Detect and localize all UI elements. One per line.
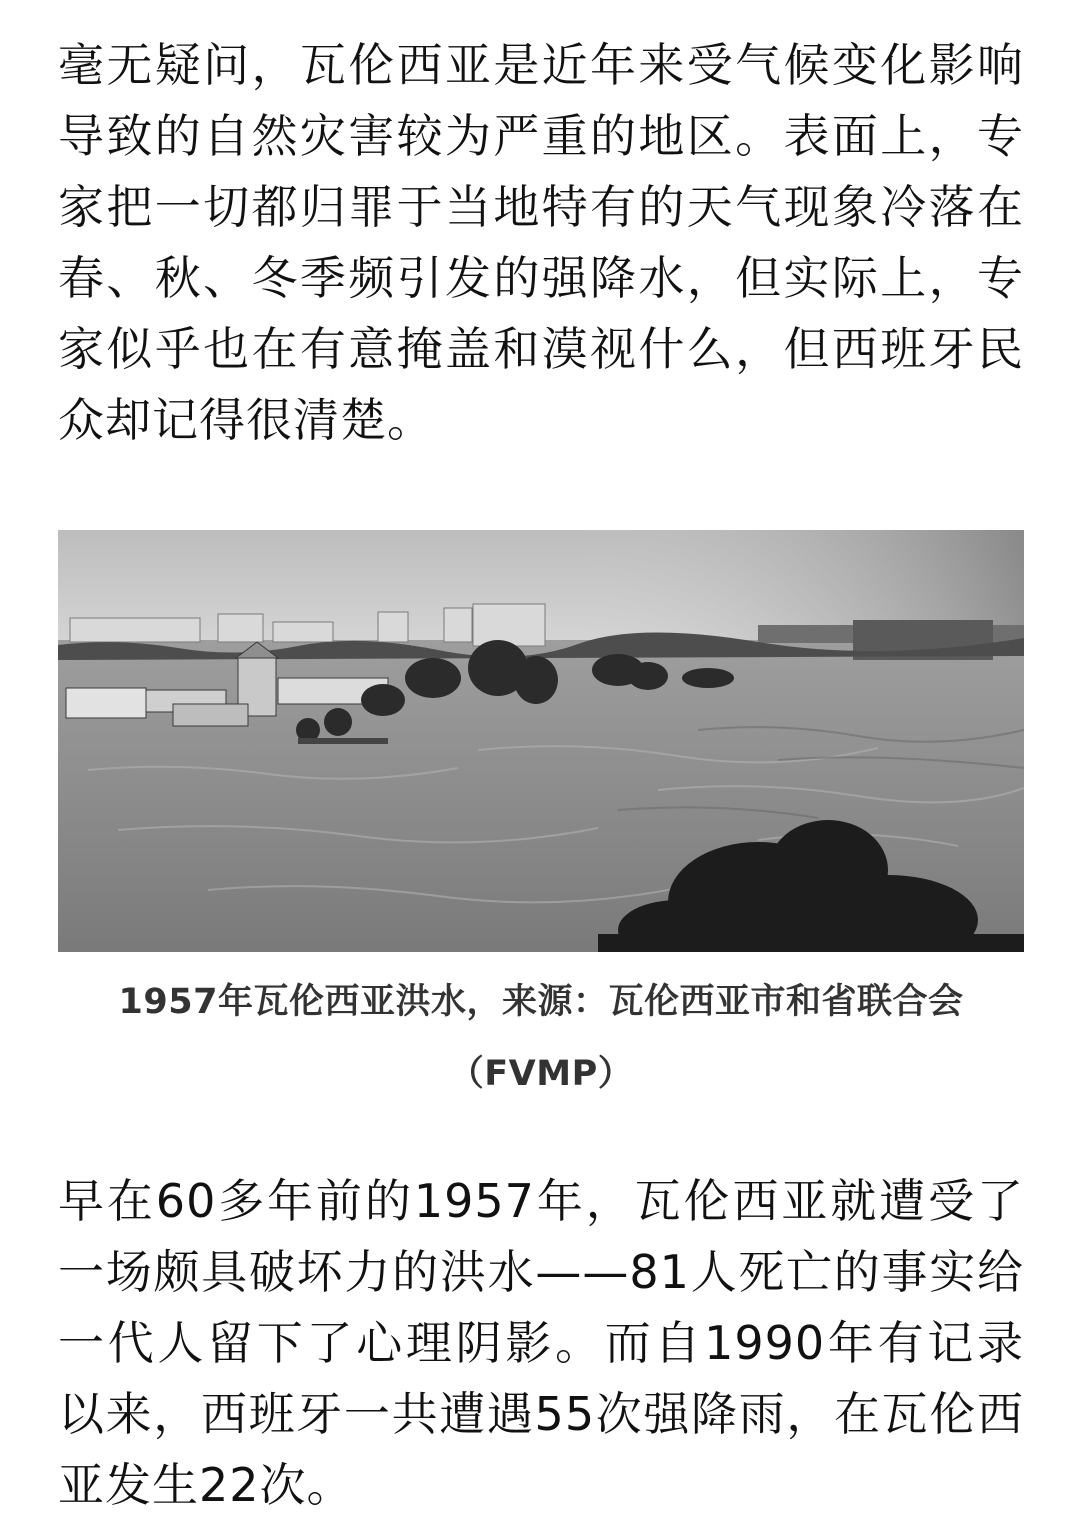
flood-photo <box>58 530 1024 952</box>
article-paragraph: 毫无疑问，瓦伦西亚是近年来受气候变化影响导致的自然灾害较为严重的地区。表面上，专家把一切都归罪于当地特有的天气现象冷落在春、秋、冬季频引发的强降水，但实际上，专家似乎也在有意掩盖和漠视什么，但西班牙民众却记得很清楚。 <box>58 38 1024 447</box>
photo-caption: 1957年瓦伦西亚洪水，来源：瓦伦西亚市和省联合会（FVMP） <box>118 982 964 1094</box>
article-paragraph: 早在60多年前的1957年，瓦伦西亚就遭受了一场颇具破坏力的洪水——81人死亡的事实给一代人留下了心理阴影。而自1990年有记录以来，西班牙一共遭遇55次强降雨，在瓦伦西亚发生22次。 <box>58 1174 1024 1512</box>
